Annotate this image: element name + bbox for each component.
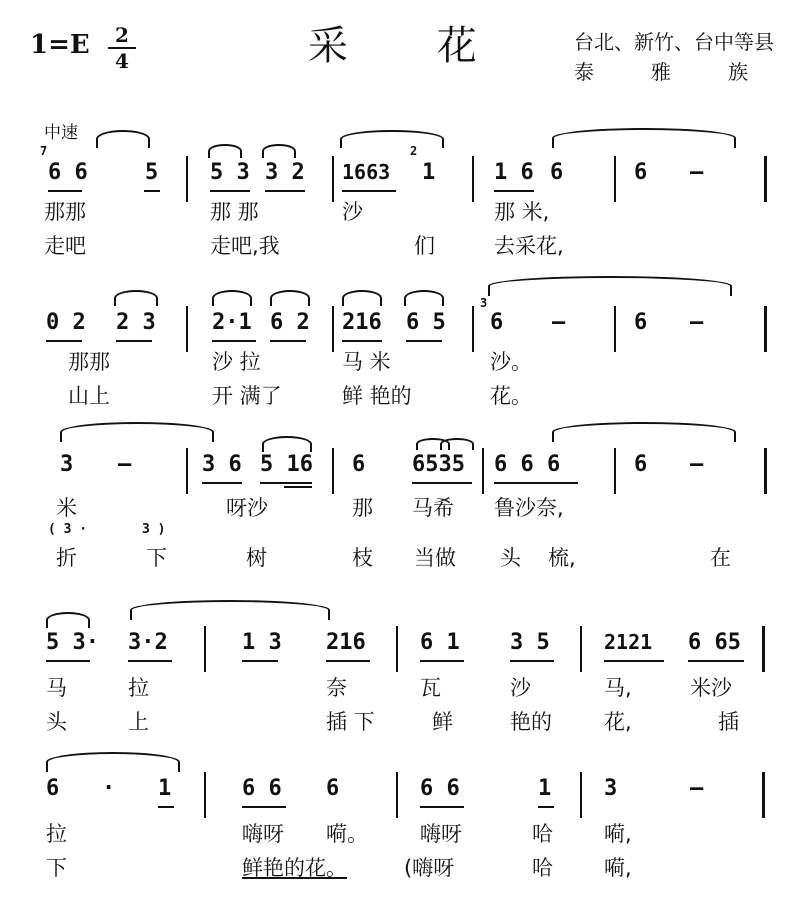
note: 1 xyxy=(538,776,552,801)
lyric-verse2: 插 xyxy=(718,710,739,734)
lyric-verse2: 在 xyxy=(710,546,731,570)
lyric-verse1: 那 那 xyxy=(210,200,259,224)
grace-note-marking: 3 ) xyxy=(142,522,166,537)
score-line-1: 7 2 6 6 5 5 3 3 2 1663 1 1 6 6 6 – 那那 那 那 沙 那 米, 走吧 走吧,我 们 去采花, xyxy=(0,126,807,276)
lyric-verse1: 拉 xyxy=(46,822,67,846)
lyric-verse2: 去采花, xyxy=(494,234,564,258)
lyric-verse1: 嗬。 xyxy=(326,822,368,846)
note: 6 xyxy=(490,310,504,335)
lyric-verse1: 拉 xyxy=(128,676,149,700)
note: 6 xyxy=(352,452,366,477)
lyric-verse2: 艳的 xyxy=(510,710,552,734)
lyric-verse1: 奈 xyxy=(326,676,347,700)
lyric-verse1: 鲁沙奈, xyxy=(494,496,564,520)
tempo-marking: 中速 xyxy=(44,123,78,143)
lyric-verse1: 那那 xyxy=(44,200,86,224)
lyric-verse2: 哈 xyxy=(532,856,553,880)
score-line-5 xyxy=(0,742,807,892)
note: 6 xyxy=(326,776,340,801)
note-group: 3 5 xyxy=(510,630,550,655)
lyric-verse2: 枝 xyxy=(352,546,373,570)
note-group: 5 16 xyxy=(260,452,313,477)
time-signature xyxy=(108,24,136,72)
lyric-verse1: 马希 xyxy=(412,496,454,520)
lyric-verse1: 沙 拉 xyxy=(212,350,261,374)
lyric-verse1: 那 xyxy=(352,496,373,520)
lyric-verse2: 开 满了 xyxy=(212,384,282,408)
lyric-verse2: 们 xyxy=(414,234,435,258)
lyric-verse1: 马, xyxy=(604,676,632,700)
note-group: 2 3 xyxy=(116,310,156,335)
lyric-verse2: 当做 xyxy=(414,546,456,570)
note: 6 xyxy=(550,160,564,185)
note: 6 xyxy=(634,452,648,477)
note-group: 6 6 xyxy=(420,776,460,801)
lyric-verse2: 走吧 xyxy=(44,234,86,258)
lyric-verse2: 下 xyxy=(46,856,67,880)
lyric-verse2: 走吧,我 xyxy=(210,234,280,258)
note: 3 xyxy=(604,776,618,801)
lyric-verse2: 山上 xyxy=(68,384,110,408)
dash: – xyxy=(690,452,704,477)
lyric-verse1: 嗨呀 xyxy=(242,822,284,846)
note-group: 1663 xyxy=(342,160,391,184)
note-group: 5 3 xyxy=(210,160,250,185)
lyric-verse1: 马 xyxy=(46,676,67,700)
lyric-verse2: 嗬, xyxy=(604,856,632,880)
note-group: 6535 xyxy=(412,452,465,477)
ethnic-group-char: 泰 xyxy=(574,60,594,84)
time-signature-top: 2 xyxy=(115,23,129,47)
lyric-verse2: 折 xyxy=(56,546,77,570)
lyric-verse1: 嗬, xyxy=(604,822,632,846)
note: 1 xyxy=(422,160,436,185)
ethnic-group xyxy=(574,56,748,85)
lyric-verse1: 米 xyxy=(56,496,77,520)
note-group: 6 65 xyxy=(688,630,741,655)
note-group: 0 2 xyxy=(46,310,86,335)
lyric-verse1: 嗨呀 xyxy=(420,822,462,846)
dash: – xyxy=(690,160,704,185)
lyric-verse2: 头 xyxy=(500,546,521,570)
note-group: 6 5 xyxy=(406,310,446,335)
time-signature-bottom: 4 xyxy=(115,49,129,73)
lyric-verse1: 米沙 xyxy=(690,676,732,700)
note-group: 3·2 xyxy=(128,630,168,655)
lyric-verse1: 沙 xyxy=(510,676,531,700)
song-title: 采 花 xyxy=(308,23,515,69)
lyric-verse2: 插 下 xyxy=(326,710,375,734)
note-group: 2·1 xyxy=(212,310,252,335)
note-group: 6 6 6 xyxy=(494,452,561,477)
lyric-verse2: 梳, xyxy=(548,546,576,570)
lyric-verse2: 花。 xyxy=(490,384,532,408)
note-group: 3 2 xyxy=(265,160,305,185)
note: 6 xyxy=(634,310,648,335)
note: 5 xyxy=(145,160,159,185)
grace-note-marking: ( 3 · xyxy=(48,522,88,537)
note: 1 xyxy=(158,776,172,801)
note: 3 xyxy=(60,452,74,477)
ethnic-group-char: 族 xyxy=(728,60,748,84)
note-group: 6 2 xyxy=(270,310,310,335)
note-group: 216 xyxy=(326,630,366,655)
lyric-verse2: 下 xyxy=(146,546,167,570)
note-group: 3 6 xyxy=(202,452,242,477)
note: 6 xyxy=(46,776,60,801)
note-group: 6 6 xyxy=(242,776,282,801)
lyric-verse2: 鲜 xyxy=(432,710,453,734)
note-group: 6 1 xyxy=(420,630,460,655)
score-line-2: 3 0 2 2 3 2·1 6 2 216 6 5 6 – 6 – 那那 沙 拉 马 米 沙。 山上 开 满了 鲜 艳的 花。 xyxy=(0,276,807,426)
lyric-verse2: 鲜 艳的 xyxy=(342,384,412,408)
key-signature: 1=E xyxy=(30,30,90,60)
lyric-verse1: 那 米, xyxy=(494,200,550,224)
dash: – xyxy=(690,776,704,801)
dot: · xyxy=(102,776,116,801)
note-group: 1 6 xyxy=(494,160,534,185)
lyric-verse1: 呀沙 xyxy=(226,496,268,520)
lyric-verse2: 树 xyxy=(246,546,267,570)
lyric-verse1: 那那 xyxy=(68,350,110,374)
note-group: 1 3 xyxy=(242,630,282,655)
lyric-verse2: 头 xyxy=(46,710,67,734)
lyric-verse2: 鲜艳的花。 xyxy=(242,856,347,880)
dash: – xyxy=(690,310,704,335)
note: 6 xyxy=(634,160,648,185)
lyric-verse1: 瓦 xyxy=(420,676,441,700)
note-group: 5 3· xyxy=(46,630,99,655)
lyric-verse1: 沙。 xyxy=(490,350,532,374)
note-group: 6 6 xyxy=(48,160,88,185)
dash: – xyxy=(118,452,132,477)
lyric-verse2: (嗨呀 xyxy=(404,856,455,880)
note-group: 216 xyxy=(342,310,382,335)
score-line-4 xyxy=(0,596,807,746)
lyric-verse2: 花, xyxy=(604,710,632,734)
lyric-verse1: 哈 xyxy=(532,822,553,846)
song-origin: 台北、新竹、台中等县 xyxy=(574,30,774,54)
lyric-verse1: 沙 xyxy=(342,200,363,224)
ethnic-group-char: 雅 xyxy=(651,60,671,84)
note-group: 2121 xyxy=(604,630,653,654)
score-line-3 xyxy=(0,418,807,568)
lyric-verse1: 马 米 xyxy=(342,350,391,374)
dash: – xyxy=(552,310,566,335)
lyric-verse2: 上 xyxy=(128,710,149,734)
